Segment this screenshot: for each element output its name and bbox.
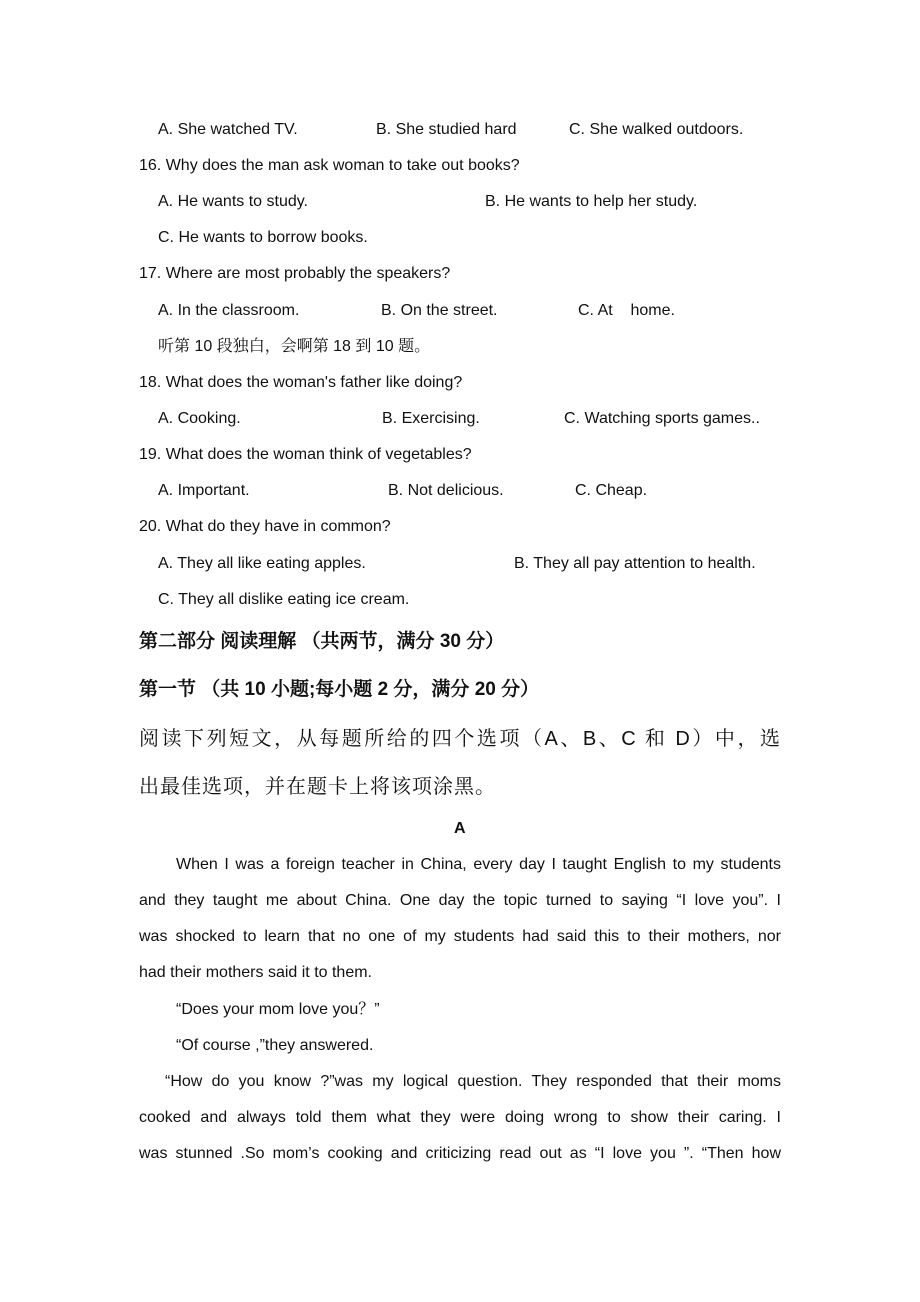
- q17-option-a: A. In the classroom.: [158, 302, 300, 319]
- passage-line: “Of course ,”they answered.: [176, 1037, 374, 1054]
- passage-title: A: [454, 820, 466, 837]
- q18-option-a: A. Cooking.: [158, 410, 241, 427]
- q15-option-b: B. She studied hard: [376, 121, 517, 138]
- q17-question: 17. Where are most probably the speakers?: [139, 265, 451, 282]
- q15-option-c: C. She walked outdoors.: [569, 121, 744, 138]
- passage-line: was shocked to learn that no one of my students had said this to their mothers, nor: [139, 928, 781, 945]
- listening-instruction: 听第 10 段独白，会啊第 18 到 10 题。: [158, 338, 431, 355]
- q16-option-b: B. He wants to help her study.: [485, 193, 698, 210]
- passage-line: “How do you know ?”was my logical question. They responded that their moms: [165, 1073, 781, 1090]
- passage-line: and they taught me about China. One day the topic turned to saying “I love you”. I: [139, 892, 781, 909]
- passage-line: cooked and always told them what they were doing wrong to show their caring. I: [139, 1109, 781, 1126]
- reading-instruction-line: 出最佳选项，并在题卡上将该项涂黑。: [139, 776, 496, 798]
- q20-option-b: B. They all pay attention to health.: [514, 555, 756, 572]
- q19-option-a: A. Important.: [158, 482, 250, 499]
- q16-option-c: C. He wants to borrow books.: [158, 229, 368, 246]
- q18-question: 18. What does the woman's father like doing?: [139, 374, 463, 391]
- q19-question: 19. What does the woman think of vegetables?: [139, 446, 472, 463]
- q20-question: 20. What do they have in common?: [139, 518, 391, 535]
- passage-line: had their mothers said it to them.: [139, 964, 372, 981]
- part-two-heading: 第二部分 阅读理解 （共两节，满分 30 分）: [139, 631, 505, 652]
- q20-option-c: C. They all dislike eating ice cream.: [158, 591, 410, 608]
- passage-line: was stunned .So mom’s cooking and criticizing read out as “I love you ”. “Then how: [139, 1145, 781, 1162]
- passage-line: “Does your mom love you？”: [176, 1001, 380, 1018]
- q16-question: 16. Why does the man ask woman to take out books?: [139, 157, 520, 174]
- section-one-heading: 第一节 （共 10 小题;每小题 2 分，满分 20 分）: [139, 679, 540, 700]
- q16-option-a: A. He wants to study.: [158, 193, 308, 210]
- q15-option-a: A. She watched TV.: [158, 121, 298, 138]
- reading-instruction-line: 阅读下列短文，从每题所给的四个选项（A、B、C 和 D）中，选: [139, 728, 781, 750]
- q19-option-c: C. Cheap.: [575, 482, 648, 499]
- q18-option-c: C. Watching sports games..: [564, 410, 760, 427]
- q18-option-b: B. Exercising.: [382, 410, 480, 427]
- passage-line: When I was a foreign teacher in China, every day I taught English to my students: [176, 856, 781, 873]
- q17-option-b: B. On the street.: [381, 302, 498, 319]
- q19-option-b: B. Not delicious.: [388, 482, 504, 499]
- q17-option-c: C. At home.: [578, 302, 675, 319]
- q20-option-a: A. They all like eating apples.: [158, 555, 366, 572]
